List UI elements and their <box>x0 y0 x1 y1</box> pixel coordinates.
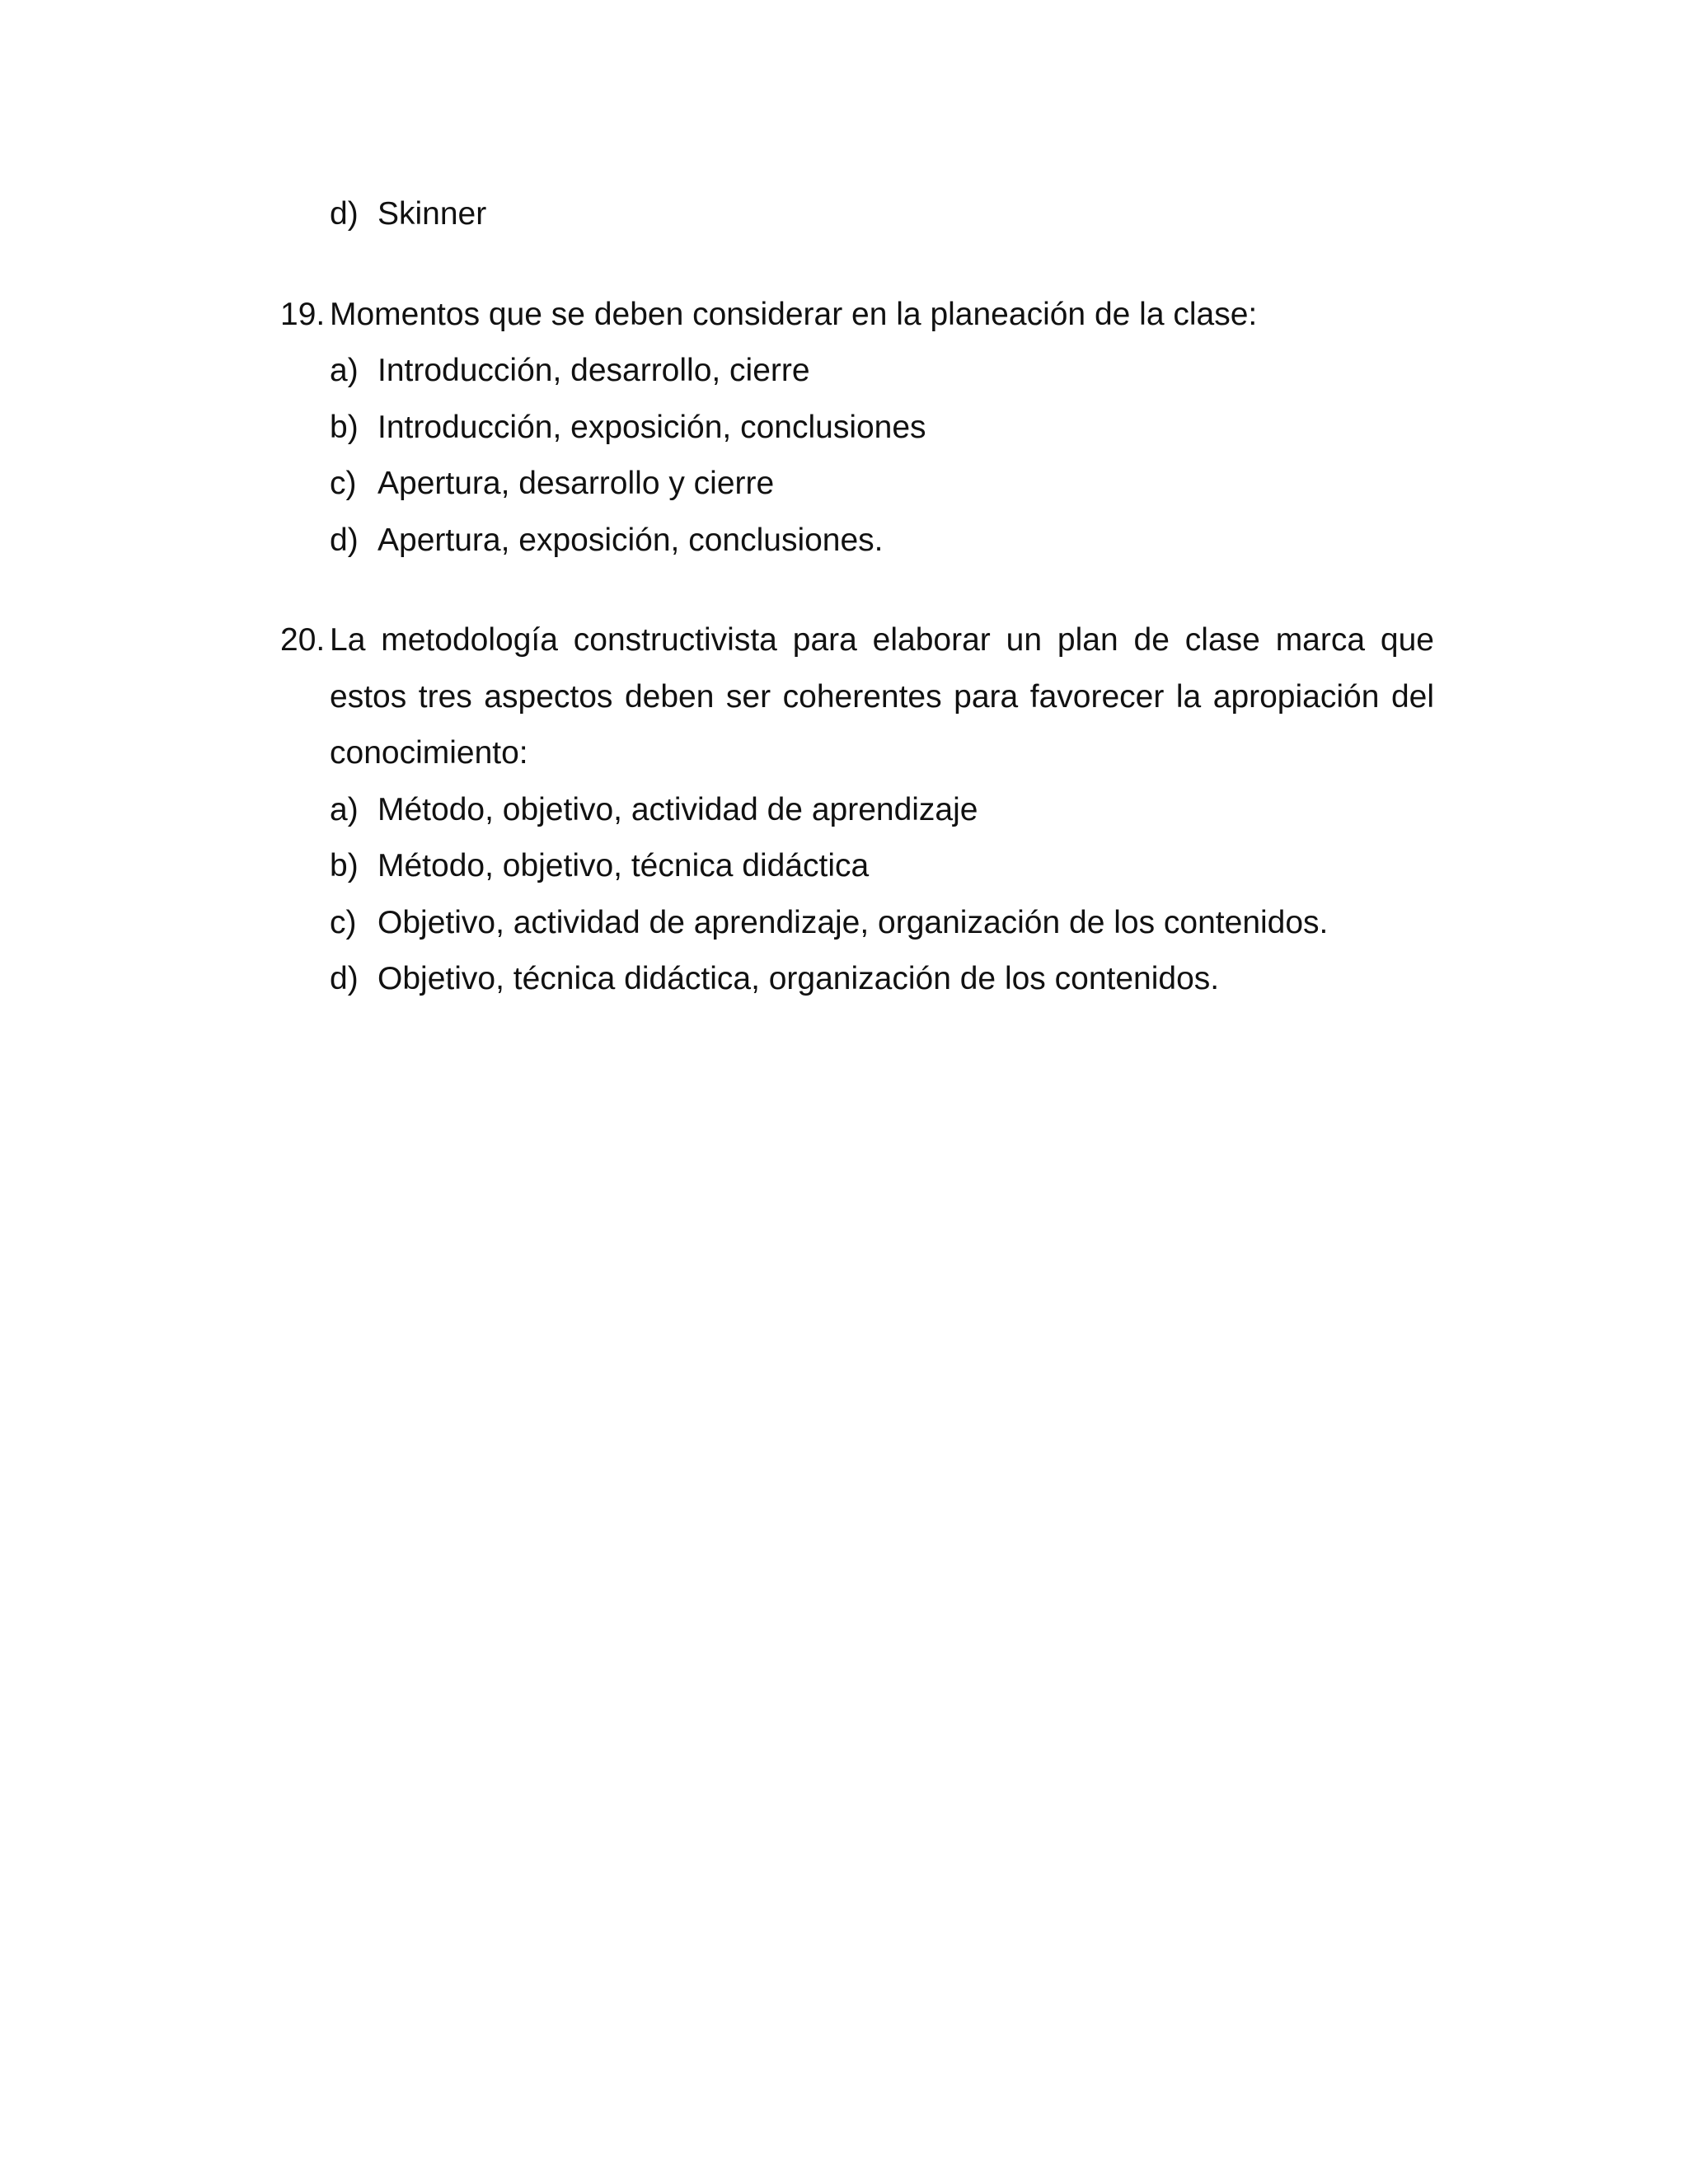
question-text: Momentos que se deben considerar en la planeación de la clase: <box>330 296 1258 332</box>
option-text: Introducción, desarrollo, cierre <box>377 353 810 388</box>
option-text: Método, objetivo, técnica didáctica <box>377 848 870 883</box>
option-letter: d) <box>330 522 359 558</box>
option-text: Método, objetivo, actividad de aprendizaje <box>377 791 978 827</box>
option-item <box>280 400 1434 457</box>
option-text: Introducción, exposición, conclusiones <box>377 409 926 445</box>
option-item <box>280 456 1434 513</box>
option-letter: d) <box>330 196 359 232</box>
question-number: 20. <box>280 622 326 658</box>
option-letter: a) <box>330 791 359 827</box>
option-text: Objetivo, técnica didáctica, organización de los contenidos. <box>377 961 1220 996</box>
question-20 <box>280 612 1434 782</box>
question-text: La metodología constructivista para elaborar un plan de clase marca que estos tres aspectos deben ser coherentes para favorecer la apropiación del conocimiento: <box>330 622 1434 771</box>
option-item <box>280 895 1434 952</box>
option-letter: d) <box>330 961 359 996</box>
option-item <box>280 343 1434 400</box>
option-text: Apertura, exposición, conclusiones. <box>377 522 884 558</box>
page-content <box>280 186 1434 1008</box>
question-number: 19. <box>280 296 326 332</box>
option-item <box>280 838 1434 895</box>
option-item <box>280 782 1434 839</box>
option-letter: b) <box>330 409 359 445</box>
option-item <box>280 951 1434 1008</box>
option-letter: b) <box>330 848 359 883</box>
option-text: Skinner <box>377 196 487 232</box>
option-item <box>280 513 1434 569</box>
option-letter: c) <box>330 466 357 501</box>
option-letter: a) <box>330 353 359 388</box>
option-text: Apertura, desarrollo y cierre <box>377 466 775 501</box>
question-19 <box>280 287 1434 344</box>
carryover-option <box>280 186 1434 243</box>
option-text: Objetivo, actividad de aprendizaje, organización de los contenidos. <box>377 904 1329 940</box>
option-letter: c) <box>330 904 357 940</box>
